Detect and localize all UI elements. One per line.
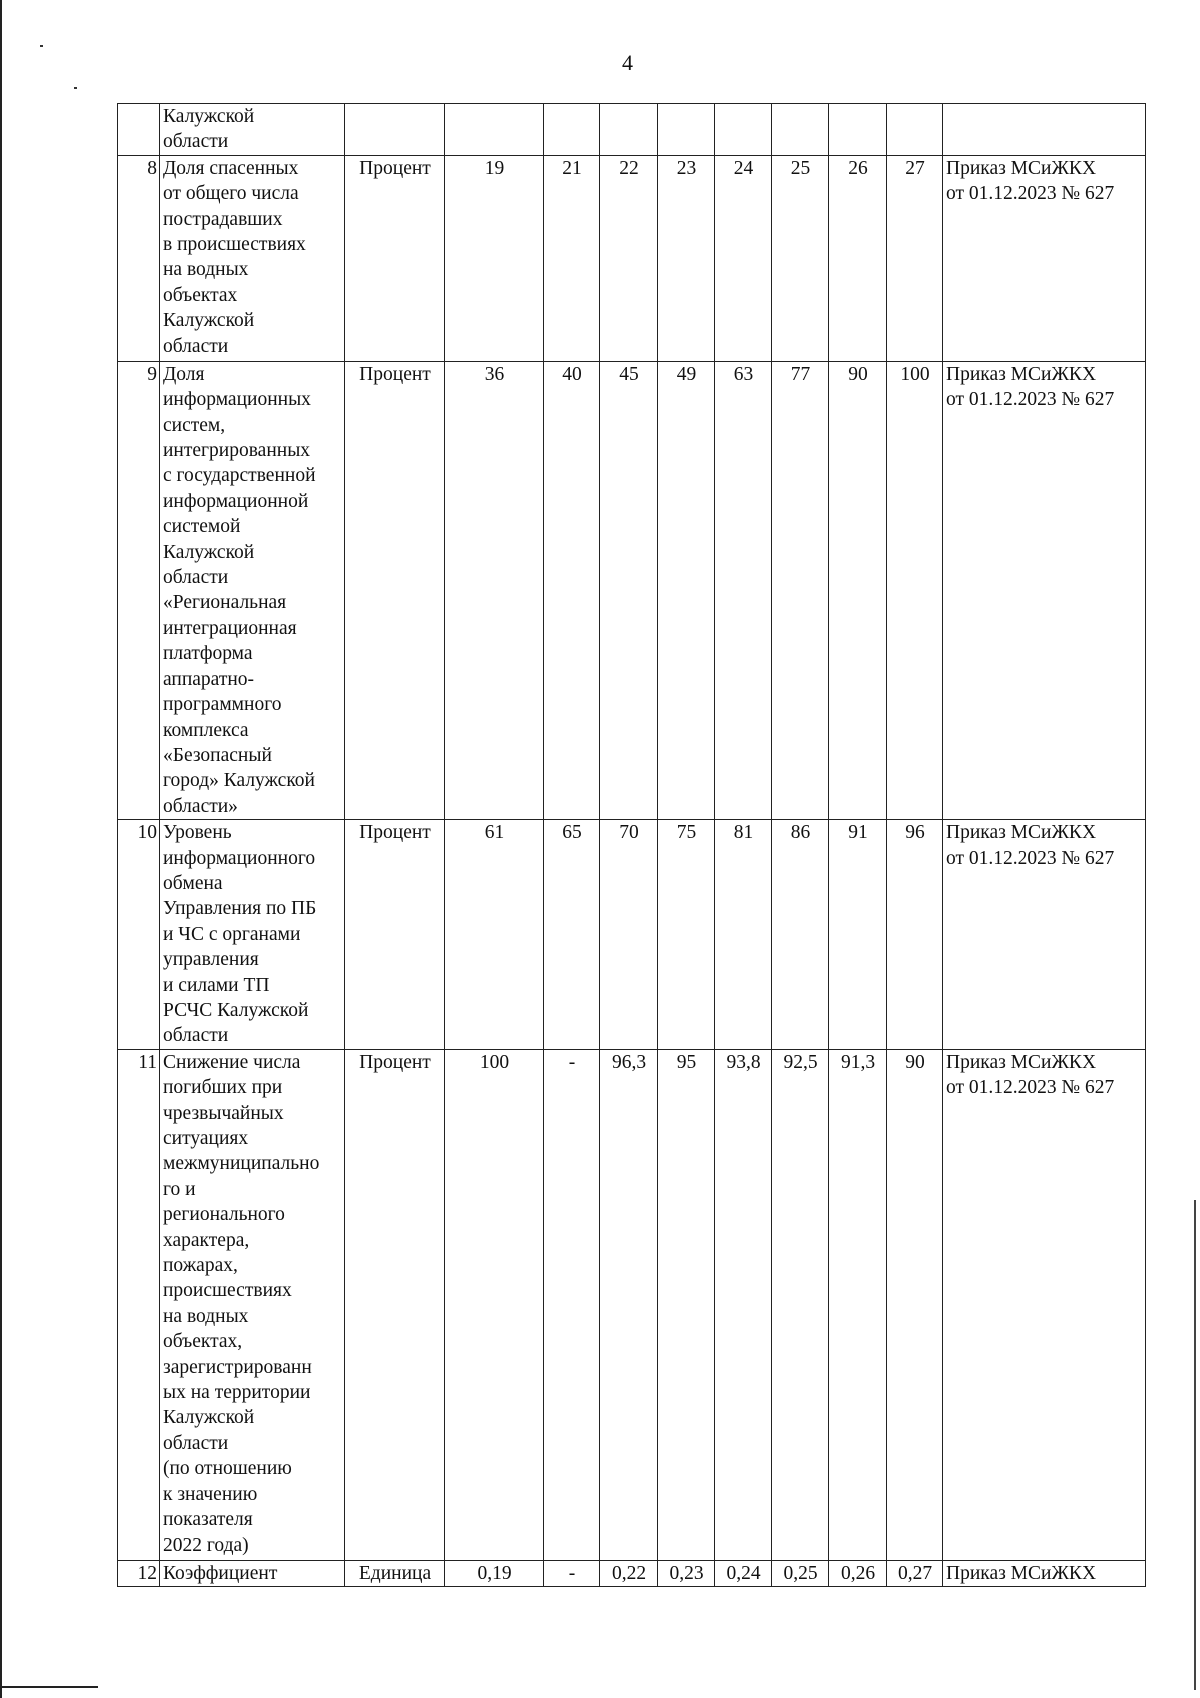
source-document-line: Приказ МСиЖКХ <box>946 822 1097 844</box>
indicator-name-line: зарегистрированн <box>163 1356 312 1378</box>
source-document-cell <box>943 155 1146 361</box>
indicator-name-line: РСЧС Калужской <box>163 999 309 1021</box>
row-number-cell: 11 <box>118 1049 160 1560</box>
scan-speck <box>40 45 43 47</box>
indicator-name-line: области <box>163 1432 229 1454</box>
indicator-name-line: от общего числа <box>163 183 299 205</box>
value-cell: 63 <box>715 361 772 819</box>
source-document-line: Приказ МСиЖКХ <box>946 1051 1097 1073</box>
value-cell: 0,22 <box>600 1560 658 1586</box>
indicator-name-line: программного <box>163 694 282 716</box>
source-document-line: Приказ МСиЖКХ <box>946 157 1097 179</box>
indicator-name-line: Снижение числа <box>163 1051 301 1073</box>
value-cell: 0,25 <box>772 1560 829 1586</box>
value-cell: 77 <box>772 361 829 819</box>
indicator-name-line: области <box>163 567 229 589</box>
value-cell: 92,5 <box>772 1049 829 1560</box>
table-body <box>118 104 1146 1587</box>
source-document-cell <box>943 1049 1146 1560</box>
value-cell: 70 <box>600 820 658 1050</box>
scan-speck <box>74 87 77 89</box>
indicator-name-line: на водных <box>163 259 249 281</box>
value-cell: 24 <box>715 155 772 361</box>
value-cell <box>544 104 600 156</box>
value-cell: 61 <box>445 820 544 1050</box>
indicator-name-line: ситуациях <box>163 1128 249 1149</box>
row-number-cell <box>118 104 160 156</box>
row-number-cell: 10 <box>118 820 160 1050</box>
table-row <box>118 155 1146 361</box>
value-cell: 22 <box>600 155 658 361</box>
indicator-name-line: пострадавших <box>163 208 283 230</box>
value-cell: 96 <box>887 820 943 1050</box>
indicator-name-line: «Региональная <box>163 592 287 614</box>
value-cell: 100 <box>887 361 943 819</box>
source-document-line: от 01.12.2023 № 627 <box>946 389 1115 411</box>
indicator-name-cell <box>160 361 345 819</box>
unit-cell: Единица <box>345 1560 445 1586</box>
indicator-name-line: информационного <box>163 847 316 869</box>
indicator-name-line: в происшествиях <box>163 234 306 256</box>
value-cell: 95 <box>658 1049 715 1560</box>
indicator-name-line: регионального <box>163 1204 285 1226</box>
indicator-name-cell <box>160 820 345 1050</box>
value-cell: 23 <box>658 155 715 361</box>
indicator-name-line: город» Калужской <box>163 770 315 792</box>
indicator-name-line: Управления по ПБ <box>163 898 317 920</box>
value-cell: - <box>544 1049 600 1560</box>
row-number-cell: 9 <box>118 361 160 819</box>
indicator-name-line: интегрированных <box>163 440 311 462</box>
source-document-line: Приказ МСиЖКХ <box>946 1562 1097 1584</box>
indicator-name-line: области <box>163 1025 229 1047</box>
value-cell: 91 <box>829 820 887 1050</box>
indicator-name-line: Калужской <box>163 541 255 563</box>
value-cell: 96,3 <box>600 1049 658 1560</box>
indicator-name-line: объектах, <box>163 1331 243 1353</box>
indicator-name-line: области <box>163 131 229 153</box>
value-cell <box>715 104 772 156</box>
value-cell <box>658 104 715 156</box>
indicator-name-line: погибших при <box>163 1077 283 1099</box>
source-document-line: Приказ МСиЖКХ <box>946 363 1097 385</box>
value-cell: - <box>544 1560 600 1586</box>
value-cell: 91,3 <box>829 1049 887 1560</box>
indicator-name-line: происшествиях <box>163 1280 292 1302</box>
indicator-name-line: Калужской <box>163 310 255 332</box>
indicators-table <box>117 103 1146 1587</box>
indicator-name-line: «Безопасный <box>163 744 272 766</box>
indicator-name-line: Калужской <box>163 1407 255 1429</box>
indicator-name-cell <box>160 1560 345 1586</box>
indicator-name-line: Доля спасенных <box>163 157 299 179</box>
indicator-name-line: го и <box>163 1178 196 1200</box>
indicator-name-line: информационных <box>163 389 311 411</box>
indicator-name-cell <box>160 104 345 156</box>
value-cell: 0,23 <box>658 1560 715 1586</box>
source-document-cell <box>943 104 1146 156</box>
indicator-name-line: и ЧС с органами <box>163 923 301 945</box>
value-cell: 93,8 <box>715 1049 772 1560</box>
value-cell <box>829 104 887 156</box>
indicator-name-line: межмуниципально <box>163 1153 320 1175</box>
unit-cell <box>345 104 445 156</box>
value-cell: 21 <box>544 155 600 361</box>
table-row <box>118 1560 1146 1586</box>
value-cell <box>772 104 829 156</box>
value-cell: 26 <box>829 155 887 361</box>
source-document-line: от 01.12.2023 № 627 <box>946 847 1115 869</box>
source-document-cell <box>943 361 1146 819</box>
indicator-name-line: Доля <box>163 363 205 385</box>
value-cell: 100 <box>445 1049 544 1560</box>
indicator-name-line: Коэффициент <box>163 1562 278 1584</box>
table-row <box>118 1049 1146 1560</box>
value-cell: 0,24 <box>715 1560 772 1586</box>
indicator-name-line: платформа <box>163 643 253 665</box>
indicator-name-line: показателя <box>163 1509 253 1531</box>
value-cell <box>887 104 943 156</box>
page-left-border <box>0 0 2 1698</box>
value-cell: 75 <box>658 820 715 1050</box>
table-row <box>118 361 1146 819</box>
unit-cell: Процент <box>345 361 445 819</box>
source-document-line: от 01.12.2023 № 627 <box>946 1077 1115 1099</box>
indicator-name-line: комплекса <box>163 719 249 741</box>
table-row <box>118 104 1146 156</box>
value-cell: 0,26 <box>829 1560 887 1586</box>
indicator-name-line: 2022 года) <box>163 1534 249 1556</box>
scan-edge-mark <box>1194 1200 1196 1690</box>
indicator-name-line: области» <box>163 795 238 817</box>
value-cell <box>445 104 544 156</box>
value-cell: 36 <box>445 361 544 819</box>
indicator-name-line: аппаратно- <box>163 668 255 690</box>
indicator-name-line: объектах <box>163 284 238 306</box>
value-cell: 0,27 <box>887 1560 943 1586</box>
source-document-line: от 01.12.2023 № 627 <box>946 183 1115 205</box>
value-cell: 65 <box>544 820 600 1050</box>
page-number: 4 <box>622 50 633 75</box>
indicator-name-cell <box>160 1049 345 1560</box>
unit-cell: Процент <box>345 820 445 1050</box>
indicator-name-line: с государственной <box>163 465 316 487</box>
indicator-name-line: к значению <box>163 1483 258 1505</box>
value-cell: 19 <box>445 155 544 361</box>
indicator-name-line: системой <box>163 516 241 538</box>
value-cell: 0,19 <box>445 1560 544 1586</box>
indicator-name-line: пожарах, <box>163 1255 238 1277</box>
indicator-name-line: и силами ТП <box>163 974 270 996</box>
row-number-cell: 8 <box>118 155 160 361</box>
value-cell: 40 <box>544 361 600 819</box>
table-row <box>118 820 1146 1050</box>
value-cell: 90 <box>887 1049 943 1560</box>
indicator-name-line: области <box>163 335 229 357</box>
indicator-name-line: систем, <box>163 414 226 436</box>
indicator-name-line: информационной <box>163 490 309 512</box>
indicator-name-line: Калужской <box>163 106 255 127</box>
value-cell: 49 <box>658 361 715 819</box>
source-document-cell <box>943 820 1146 1050</box>
source-document-cell <box>943 1560 1146 1586</box>
indicator-name-line: характера, <box>163 1229 250 1251</box>
indicator-name-line: Уровень <box>163 822 232 844</box>
indicator-name-cell <box>160 155 345 361</box>
indicator-name-line: ых на территории <box>163 1382 311 1404</box>
indicator-name-line: чрезвычайных <box>163 1102 284 1124</box>
value-cell: 86 <box>772 820 829 1050</box>
indicator-name-line: обмена <box>163 872 223 894</box>
indicator-name-line: (по отношению <box>163 1458 292 1480</box>
value-cell <box>600 104 658 156</box>
value-cell: 27 <box>887 155 943 361</box>
value-cell: 81 <box>715 820 772 1050</box>
unit-cell: Процент <box>345 1049 445 1560</box>
indicator-name-line: на водных <box>163 1305 249 1327</box>
indicator-name-line: управления <box>163 949 259 971</box>
indicator-name-line: интеграционная <box>163 617 297 639</box>
value-cell: 45 <box>600 361 658 819</box>
value-cell: 90 <box>829 361 887 819</box>
page-bottom-border <box>0 1686 98 1688</box>
row-number-cell: 12 <box>118 1560 160 1586</box>
value-cell: 25 <box>772 155 829 361</box>
unit-cell: Процент <box>345 155 445 361</box>
